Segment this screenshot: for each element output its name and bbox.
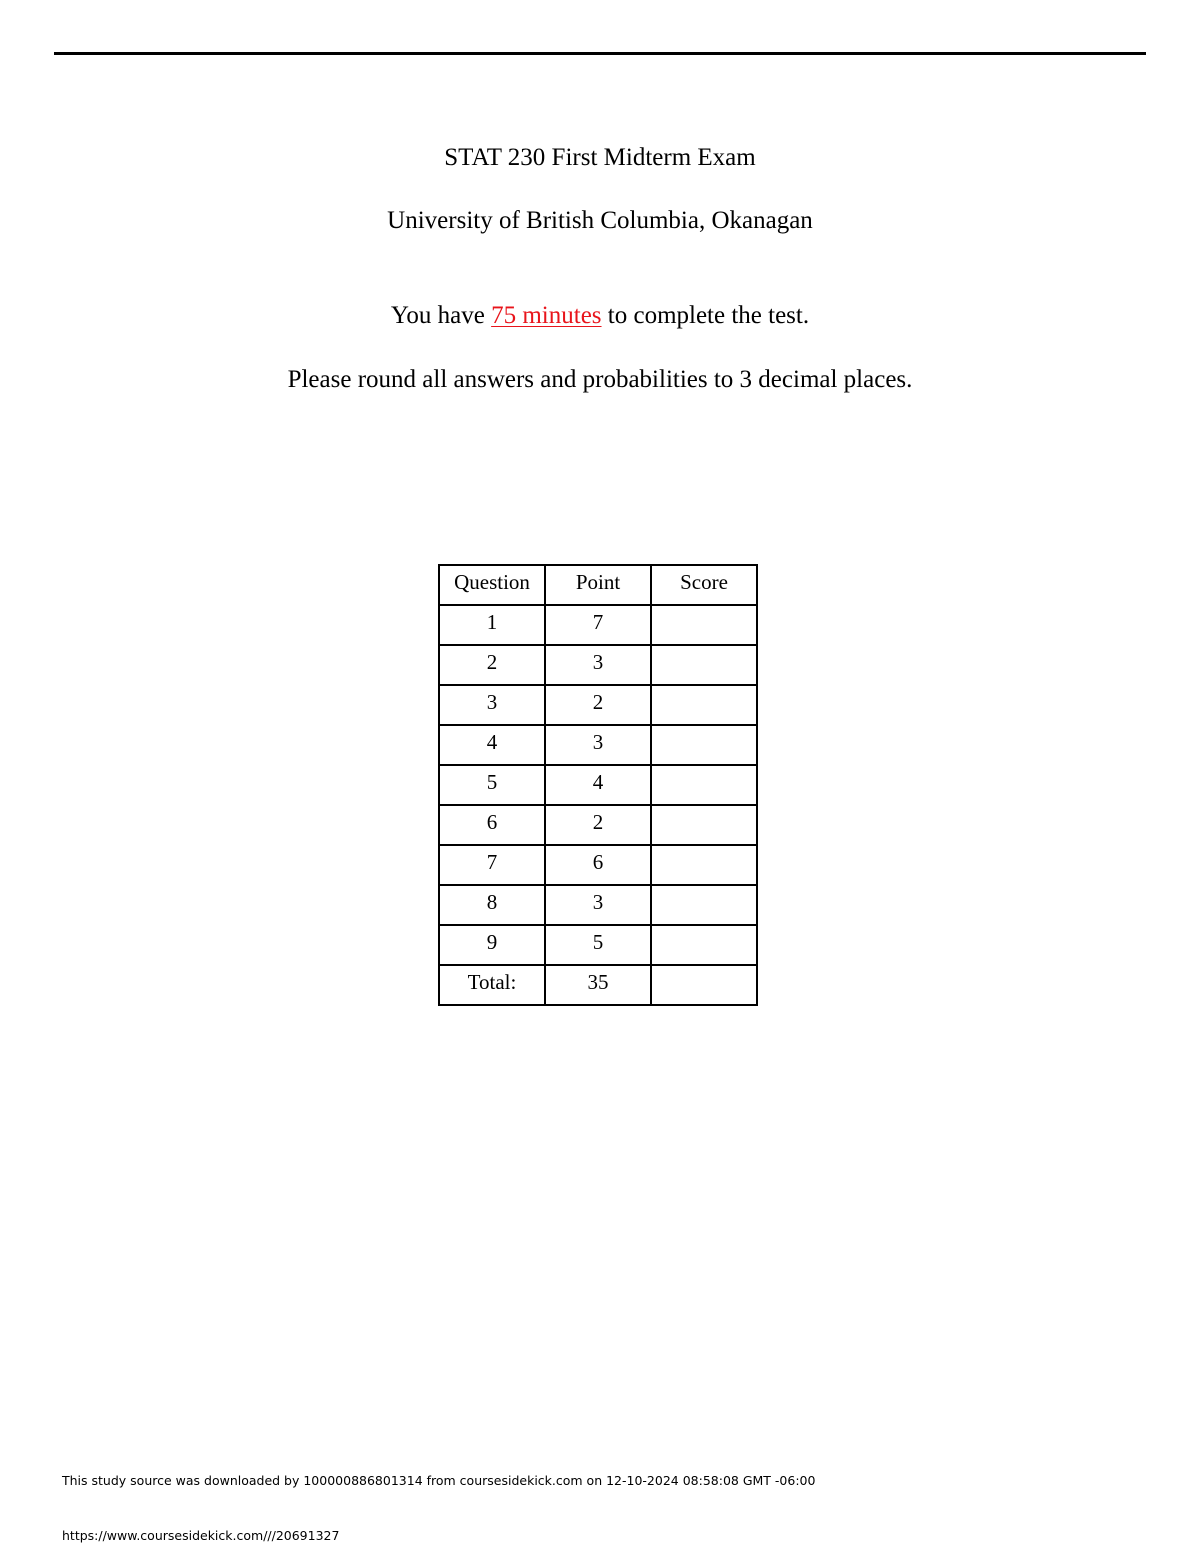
table-row	[439, 765, 757, 805]
time-instruction	[0, 301, 1200, 331]
table-row	[439, 885, 757, 925]
question-cell: 9	[439, 925, 545, 965]
source-url: https://www.coursesidekick.com///20691327	[62, 1528, 340, 1543]
time-prefix: You have	[390, 302, 492, 329]
question-cell: 3	[439, 685, 545, 725]
question-cell: 4	[439, 725, 545, 765]
point-cell: 3	[545, 885, 651, 925]
time-suffix: to complete the test.	[601, 302, 810, 329]
score-cell	[651, 645, 757, 685]
question-cell: 7	[439, 845, 545, 885]
total-score	[651, 965, 757, 1005]
point-cell: 4	[545, 765, 651, 805]
question-cell: 2	[439, 645, 545, 685]
university-name: University of British Columbia, Okanagan	[387, 207, 813, 234]
rounding-instruction: Please round all answers and probabilities to 3 decimal places.	[287, 366, 913, 393]
question-cell: 6	[439, 805, 545, 845]
table-row	[439, 645, 757, 685]
header-score: Score	[651, 565, 757, 605]
score-cell	[651, 885, 757, 925]
score-cell	[651, 765, 757, 805]
point-cell: 3	[545, 645, 651, 685]
table-row	[439, 725, 757, 765]
question-cell: 8	[439, 885, 545, 925]
exam-title: STAT 230 First Midterm Exam	[444, 144, 756, 171]
total-points: 35	[545, 965, 651, 1005]
point-cell: 5	[545, 925, 651, 965]
score-table	[438, 564, 758, 1006]
table-row	[439, 685, 757, 725]
header-question: Question	[439, 565, 545, 605]
question-cell: 1	[439, 605, 545, 645]
header-point: Point	[545, 565, 651, 605]
score-cell	[651, 725, 757, 765]
score-cell	[651, 805, 757, 845]
top-rule	[54, 52, 1146, 55]
score-cell	[651, 845, 757, 885]
time-limit-highlight: 75 minutes	[491, 302, 602, 329]
total-row	[439, 965, 757, 1005]
question-cell: 5	[439, 765, 545, 805]
table-row	[439, 805, 757, 845]
score-table-header-row	[439, 565, 757, 605]
score-cell	[651, 925, 757, 965]
download-source-note: This study source was downloaded by 100000886801314 from coursesidekick.com on 12-10-2024 08:58:08 GMT -06:00	[62, 1473, 816, 1488]
table-row	[439, 925, 757, 965]
table-row	[439, 605, 757, 645]
table-row	[439, 845, 757, 885]
point-cell: 2	[545, 685, 651, 725]
score-cell	[651, 685, 757, 725]
score-cell	[651, 605, 757, 645]
point-cell: 7	[545, 605, 651, 645]
point-cell: 3	[545, 725, 651, 765]
total-label: Total:	[439, 965, 545, 1005]
point-cell: 6	[545, 845, 651, 885]
point-cell: 2	[545, 805, 651, 845]
